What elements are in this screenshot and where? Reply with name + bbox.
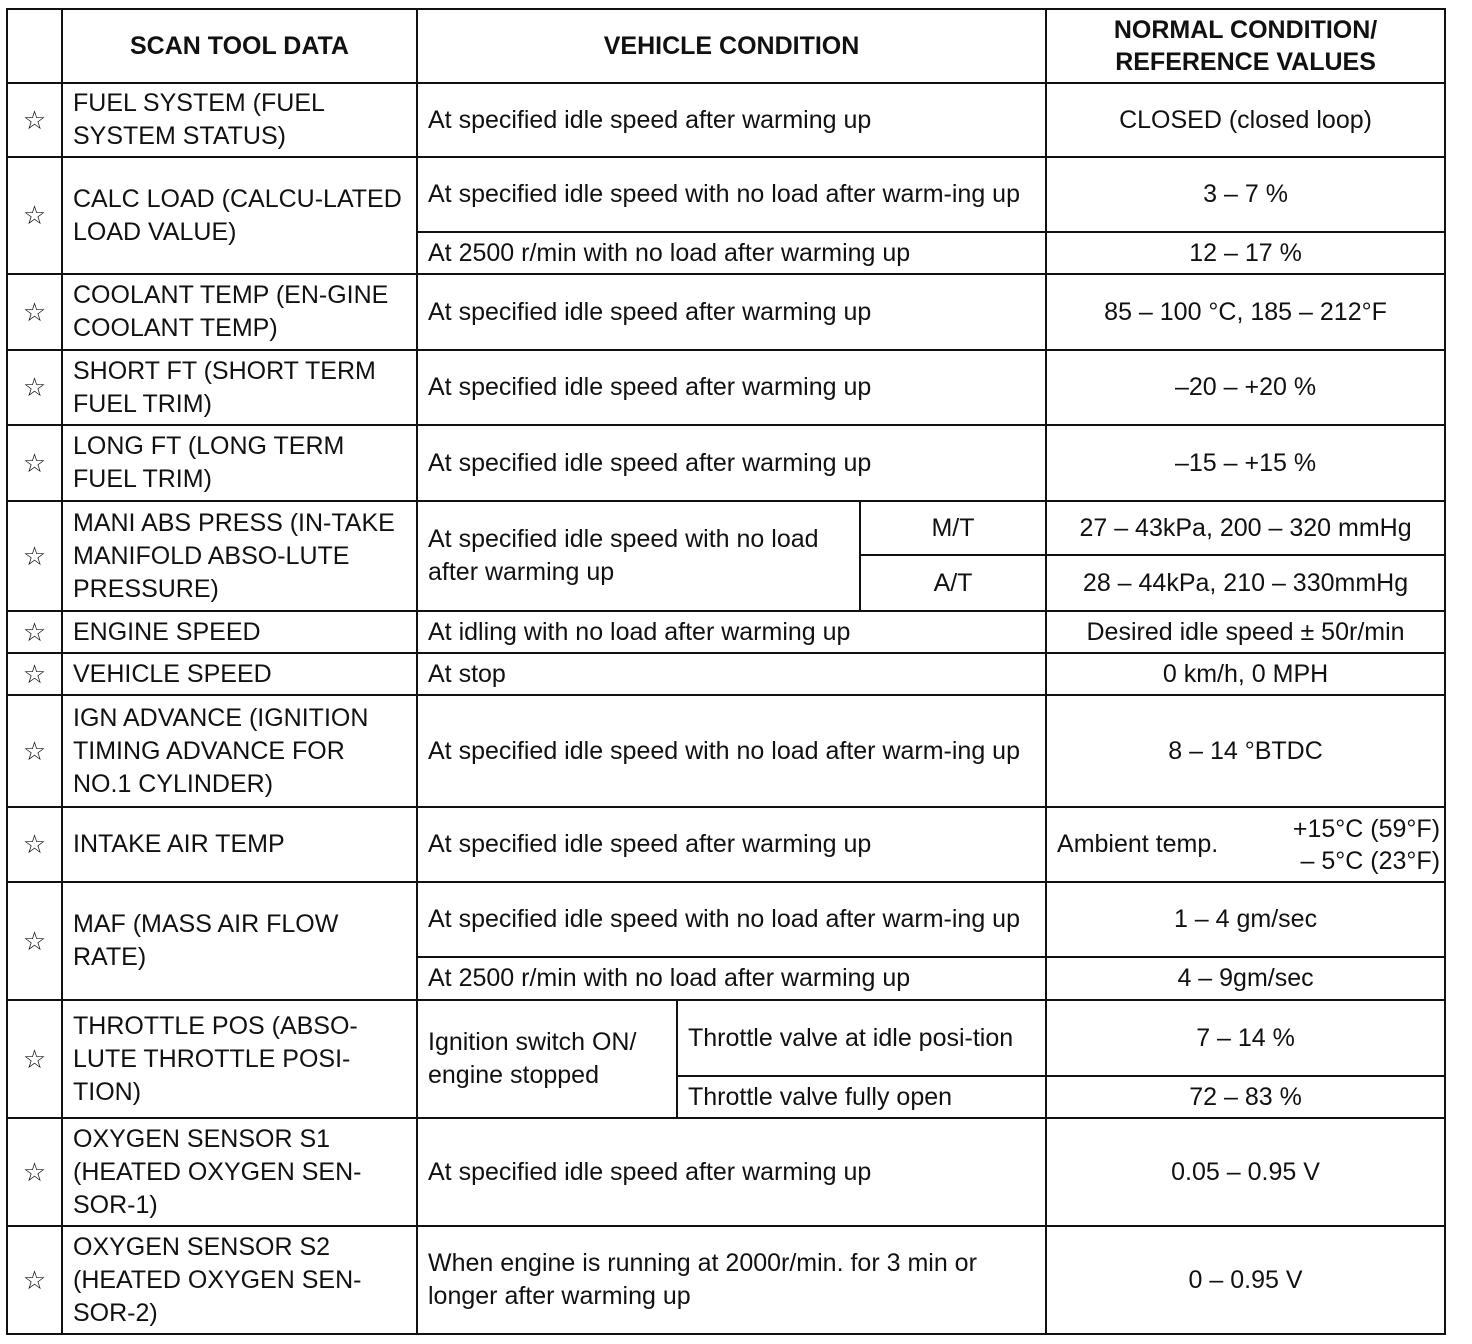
item-name: LONG FT (LONG TERM FUEL TRIM)	[62, 425, 417, 501]
star-icon: ☆	[7, 611, 62, 653]
vehicle-condition: At specified idle speed after warming up	[417, 274, 1046, 350]
item-name: FUEL SYSTEM (FUEL SYSTEM STATUS)	[62, 83, 417, 157]
reference-value	[1046, 807, 1445, 882]
table-row	[7, 350, 1445, 425]
star-icon: ☆	[7, 1118, 62, 1226]
star-icon: ☆	[7, 1226, 62, 1334]
star-icon: ☆	[7, 425, 62, 501]
star-icon: ☆	[7, 157, 62, 274]
reference-value: 28 – 44kPa, 210 – 330mmHg	[1046, 555, 1445, 611]
vehicle-condition: At specified idle speed with no load after warm-ing up	[417, 695, 1046, 807]
reference-value: 0 – 0.95 V	[1046, 1226, 1445, 1334]
reference-value: 85 – 100 °C, 185 – 212°F	[1046, 274, 1445, 350]
star-icon: ☆	[7, 501, 62, 611]
vehicle-condition: At specified idle speed after warming up	[417, 83, 1046, 157]
reference-value: 1 – 4 gm/sec	[1046, 882, 1445, 957]
vehicle-condition: At specified idle speed after warming up	[417, 1118, 1046, 1226]
item-name: IGN ADVANCE (IGNITION TIMING ADVANCE FOR NO.1 CYLINDER)	[62, 695, 417, 807]
vehicle-condition: At specified idle speed with no load after warm-ing up	[417, 882, 1046, 957]
item-name: MAF (MASS AIR FLOW RATE)	[62, 882, 417, 1000]
throttle-condition: Throttle valve at idle posi-tion	[677, 1000, 1046, 1076]
transmission-type: A/T	[860, 555, 1046, 611]
table-row	[7, 653, 1445, 695]
vehicle-condition: When engine is running at 2000r/min. for 3 min or longer after warming up	[417, 1226, 1046, 1334]
table-row	[7, 157, 1445, 232]
vehicle-condition: At 2500 r/min with no load after warming up	[417, 232, 1046, 274]
header-normal-condition	[1046, 9, 1445, 83]
vehicle-condition: At specified idle speed after warming up	[417, 807, 1046, 882]
reference-value: CLOSED (closed loop)	[1046, 83, 1445, 157]
vehicle-condition: At 2500 r/min with no load after warming up	[417, 957, 1046, 1000]
reference-value: 12 – 17 %	[1046, 232, 1445, 274]
table-row	[7, 274, 1445, 350]
star-icon: ☆	[7, 695, 62, 807]
vehicle-condition: At specified idle speed after warming up	[417, 350, 1046, 425]
reference-value: 72 – 83 %	[1046, 1076, 1445, 1118]
reference-value: 0 km/h, 0 MPH	[1046, 653, 1445, 695]
reference-value: 0.05 – 0.95 V	[1046, 1118, 1445, 1226]
reference-value: –15 – +15 %	[1046, 425, 1445, 501]
vehicle-condition: At stop	[417, 653, 1046, 695]
vehicle-condition: At idling with no load after warming up	[417, 611, 1046, 653]
table-row	[7, 425, 1445, 501]
table-row	[7, 882, 1445, 957]
throttle-condition: Throttle valve fully open	[677, 1076, 1046, 1118]
table-row	[7, 1118, 1445, 1226]
item-name: ENGINE SPEED	[62, 611, 417, 653]
star-icon: ☆	[7, 882, 62, 1000]
reference-value: 4 – 9gm/sec	[1046, 957, 1445, 1000]
star-icon: ☆	[7, 350, 62, 425]
item-name: INTAKE AIR TEMP	[62, 807, 417, 882]
item-name: MANI ABS PRESS (IN-TAKE MANIFOLD ABSO-LUTE PRESSURE)	[62, 501, 417, 611]
header-vehicle-condition: VEHICLE CONDITION	[417, 9, 1046, 83]
star-icon: ☆	[7, 653, 62, 695]
header-normal-line2: REFERENCE VALUES	[1115, 48, 1376, 76]
header-normal-line1: NORMAL CONDITION/	[1113, 16, 1378, 44]
reference-value: 27 – 43kPa, 200 – 320 mmHg	[1046, 501, 1445, 555]
item-name: VEHICLE SPEED	[62, 653, 417, 695]
reference-value: 3 – 7 %	[1046, 157, 1445, 232]
item-name: OXYGEN SENSOR S2 (HEATED OXYGEN SEN-SOR-2)	[62, 1226, 417, 1334]
item-name: CALC LOAD (CALCU-LATED LOAD VALUE)	[62, 157, 417, 274]
table-row	[7, 1226, 1445, 1334]
item-name: COOLANT TEMP (EN-GINE COOLANT TEMP)	[62, 274, 417, 350]
item-name: OXYGEN SENSOR S1 (HEATED OXYGEN SEN-SOR-1)	[62, 1118, 417, 1226]
table-row	[7, 695, 1445, 807]
ambient-temp-label: Ambient temp.	[1057, 830, 1219, 858]
table-row	[7, 501, 1445, 555]
table-header-row	[7, 9, 1445, 83]
reference-value: 7 – 14 %	[1046, 1000, 1445, 1076]
reference-value: Desired idle speed ± 50r/min	[1046, 611, 1445, 653]
transmission-type: M/T	[860, 501, 1046, 555]
scan-tool-data-table	[6, 8, 1446, 1335]
header-star-column	[7, 9, 62, 83]
item-name: SHORT FT (SHORT TERM FUEL TRIM)	[62, 350, 417, 425]
star-icon: ☆	[7, 83, 62, 157]
table-row	[7, 807, 1445, 882]
ambient-temp-lower: – 5°C (23°F)	[1300, 846, 1441, 875]
star-icon: ☆	[7, 807, 62, 882]
vehicle-condition: At specified idle speed with no load after warm-ing up	[417, 157, 1046, 232]
vehicle-condition: At specified idle speed after warming up	[417, 425, 1046, 501]
ambient-temp-upper: +15°C (59°F)	[1292, 814, 1441, 843]
table-row	[7, 611, 1445, 653]
star-icon: ☆	[7, 1000, 62, 1118]
vehicle-condition: Ignition switch ON/ engine stopped	[417, 1000, 677, 1118]
star-icon: ☆	[7, 274, 62, 350]
item-name: THROTTLE POS (ABSO-LUTE THROTTLE POSI-TION)	[62, 1000, 417, 1118]
reference-value: –20 – +20 %	[1046, 350, 1445, 425]
table-row	[7, 1000, 1445, 1076]
header-scan-tool-data: SCAN TOOL DATA	[62, 9, 417, 83]
reference-value: 8 – 14 °BTDC	[1046, 695, 1445, 807]
table-row	[7, 83, 1445, 157]
vehicle-condition: At specified idle speed with no load after warming up	[417, 501, 860, 611]
